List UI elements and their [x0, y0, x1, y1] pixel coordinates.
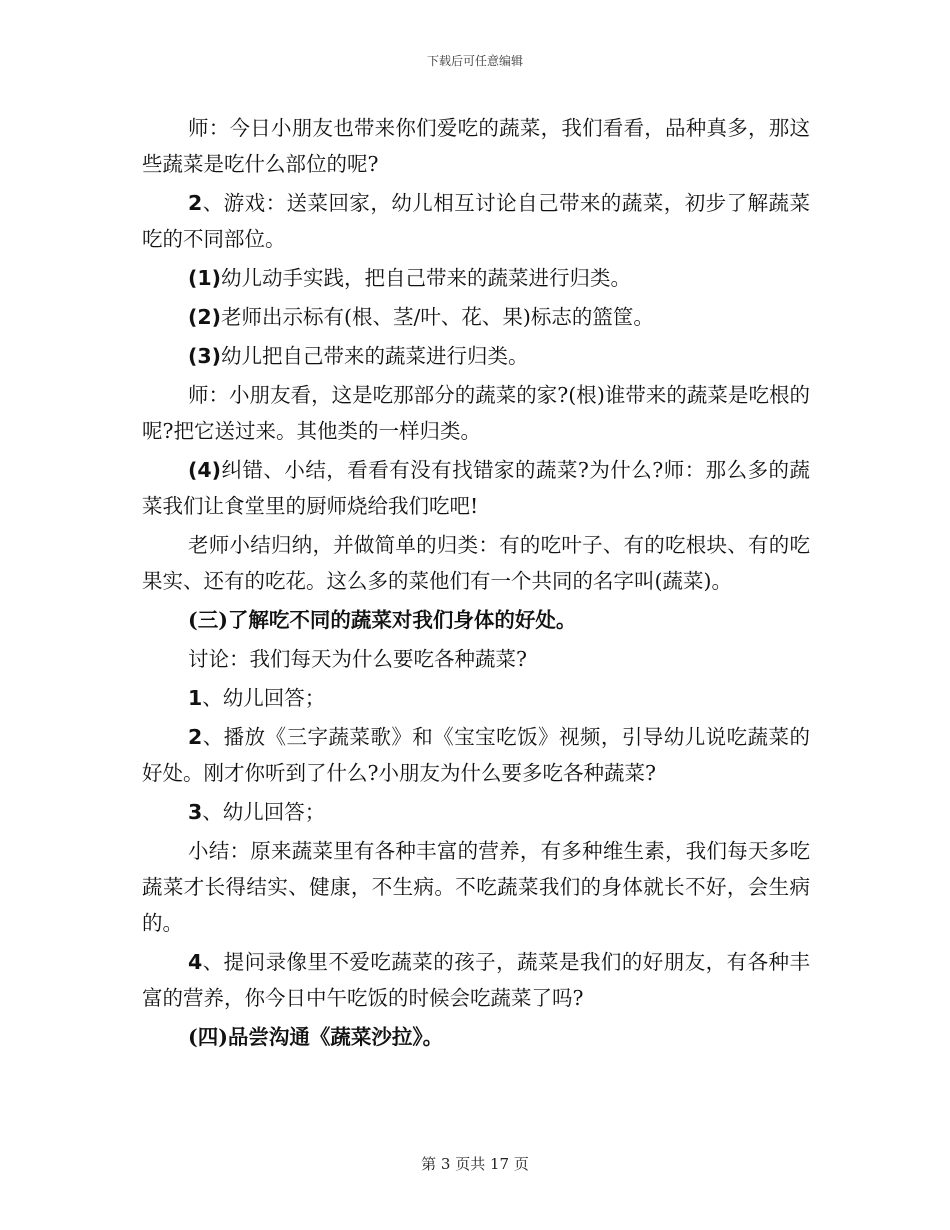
document-body — [142, 110, 810, 1058]
paragraph — [142, 527, 810, 599]
paragraph-number: (4) — [188, 458, 222, 482]
paragraph-text: 师：今日小朋友也带来你们爱吃的蔬菜，我们看看，品种真多，那这些蔬菜是吃什么部位的呢? — [142, 116, 810, 176]
paragraph — [142, 338, 810, 374]
paragraph-text: 、提问录像里不爱吃蔬菜的孩子，蔬菜是我们的好朋友，有各种丰富的营养，你今日中午吃饭的时候会吃蔬菜了吗? — [142, 950, 810, 1010]
paragraph — [142, 452, 810, 524]
paragraph — [142, 185, 810, 257]
paragraph — [142, 833, 810, 941]
paragraph-text: 、幼儿回答； — [202, 686, 326, 710]
paragraph — [142, 719, 810, 791]
paragraph-text: (三)了解吃不同的蔬菜对我们身体的好处。 — [188, 608, 577, 632]
paragraph — [142, 110, 810, 182]
paragraph-number: (3) — [188, 344, 222, 368]
paragraph — [142, 944, 810, 1016]
section-heading — [142, 602, 810, 638]
paragraph-text: 幼儿把自己带来的蔬菜进行归类。 — [221, 344, 529, 368]
paragraph-text: 老师出示标有(根、茎/叶、花、果)标志的篮筐。 — [221, 305, 654, 329]
paragraph-text: 小结：原来蔬菜里有各种丰富的营养，有多种维生素，我们每天多吃蔬菜才长得结实、健康，不生病。不吃蔬菜我们的身体就长不好，会生病的。 — [142, 839, 810, 935]
paragraph-text: 师：小朋友看，这是吃那部分的蔬菜的家?(根)谁带来的蔬菜是吃根的呢?把它送过来。其他类的一样归类。 — [142, 383, 810, 443]
paragraph-text: 讨论：我们每天为什么要吃各种蔬菜? — [188, 647, 527, 671]
paragraph — [142, 794, 810, 830]
paragraph-text: 、播放《三字蔬菜歌》和《宝宝吃饭》视频，引导幼儿说吃蔬菜的好处。刚才你听到了什么?小朋友为什么要多吃各种蔬菜? — [142, 725, 810, 785]
paragraph-text: 、游戏：送菜回家，幼儿相互讨论自己带来的蔬菜，初步了解蔬菜吃的不同部位。 — [142, 191, 810, 251]
paragraph-number: (1) — [188, 266, 222, 290]
paragraph — [142, 680, 810, 716]
paragraph — [142, 260, 810, 296]
section-heading — [142, 1019, 810, 1055]
paragraph — [142, 377, 810, 449]
paragraph — [142, 299, 810, 335]
page-footer: 第 3 页共 17 页 — [421, 1155, 529, 1173]
paragraph-text: 纠错、小结，看看有没有找错家的蔬菜?为什么?师：那么多的蔬菜我们让食堂里的厨师烧给我们吃吧! — [142, 458, 810, 518]
paragraph-text: 老师小结归纳，并做简单的归类：有的吃叶子、有的吃根块、有的吃果实、还有的吃花。这么多的菜他们有一个共同的名字叫(蔬菜)。 — [142, 533, 810, 593]
paragraph-number: 1 — [188, 686, 203, 710]
paragraph-number: 2 — [188, 191, 203, 215]
page-header: 下载后可任意编辑 — [426, 54, 523, 68]
paragraph-text: 、幼儿回答； — [202, 800, 326, 824]
paragraph-number: 3 — [188, 800, 203, 824]
paragraph — [142, 641, 810, 677]
paragraph-number: (2) — [188, 305, 222, 329]
paragraph-number: 4 — [188, 950, 203, 974]
paragraph-text: 幼儿动手实践，把自己带来的蔬菜进行归类。 — [221, 266, 632, 290]
paragraph-text: (四)品尝沟通《蔬菜沙拉》。 — [188, 1025, 444, 1049]
paragraph-number: 2 — [188, 725, 203, 749]
